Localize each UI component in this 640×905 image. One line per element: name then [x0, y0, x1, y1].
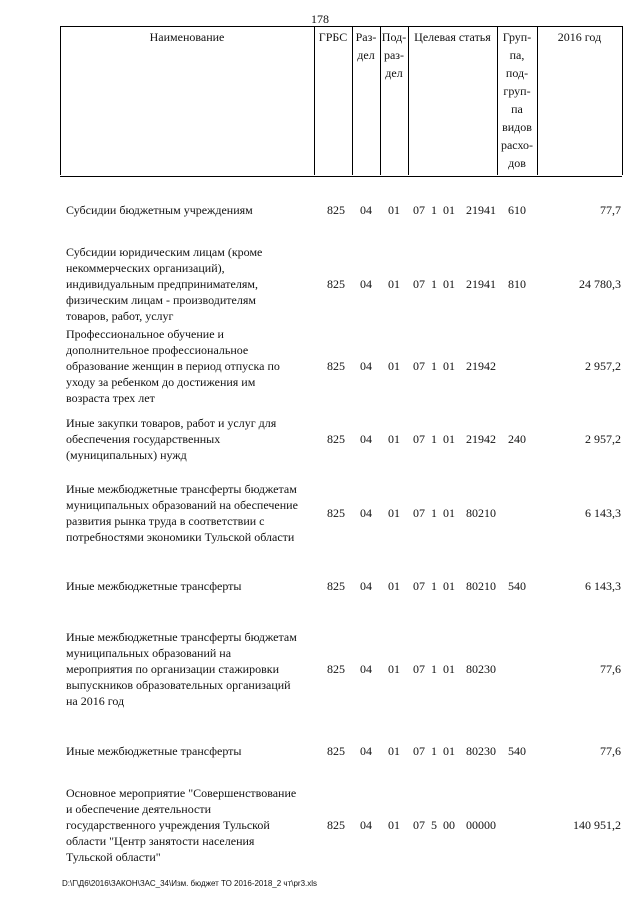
row-podrazdel: 01	[388, 662, 400, 676]
row-cs-event: 01	[443, 662, 455, 676]
row-podrazdel: 01	[388, 203, 400, 217]
row-sum: 2 957,2	[585, 432, 621, 446]
row-cs-subprogram: 1	[431, 359, 437, 373]
row-cs-program: 07	[413, 506, 425, 520]
row-razdel: 04	[360, 432, 372, 446]
row-cs-event: 00	[443, 818, 455, 832]
row-cs-direction: 21941	[466, 277, 496, 291]
row-cs-program: 07	[413, 662, 425, 676]
row-cs-subprogram: 5	[431, 818, 437, 832]
row-grbs: 825	[327, 662, 345, 676]
row-cs-program: 07	[413, 579, 425, 593]
row-cs-direction: 80210	[466, 579, 496, 593]
row-cs-program: 07	[413, 432, 425, 446]
row-cs-subprogram: 1	[431, 662, 437, 676]
row-cs-event: 01	[443, 432, 455, 446]
row-grbs: 825	[327, 744, 345, 758]
row-razdel: 04	[360, 744, 372, 758]
header-gruppa: Груп- па, под- груп- па видов расхо- дов	[500, 30, 534, 170]
page-number: 178	[311, 12, 329, 26]
row-cs-program: 07	[413, 277, 425, 291]
row-podrazdel: 01	[388, 432, 400, 446]
row-podrazdel: 01	[388, 277, 400, 291]
row-cs-subprogram: 1	[431, 277, 437, 291]
row-name: Субсидии бюджетным учреждениям	[66, 203, 253, 217]
row-cs-event: 01	[443, 506, 455, 520]
row-grbs: 825	[327, 203, 345, 217]
row-razdel: 04	[360, 359, 372, 373]
row-cs-direction: 21942	[466, 359, 496, 373]
row-name: Иные межбюджетные трансферты бюджетам муниципальных образований на мероприятия по организации стажировки выпускников образовательных организаций на 2016 год	[66, 630, 297, 708]
row-gruppa: 540	[508, 744, 526, 758]
row-razdel: 04	[360, 203, 372, 217]
row-sum: 77,6	[600, 744, 621, 758]
row-cs-direction: 80210	[466, 506, 496, 520]
row-cs-program: 07	[413, 818, 425, 832]
row-grbs: 825	[327, 277, 345, 291]
row-name: Профессиональное обучение и дополнительное профессиональное образование женщин в период отпуска по уходу за ребенком до достижения им возраста трех лет	[66, 327, 280, 405]
header-razdel: Раз- дел	[355, 30, 377, 62]
row-podrazdel: 01	[388, 579, 400, 593]
row-podrazdel: 01	[388, 506, 400, 520]
row-sum: 6 143,3	[585, 579, 621, 593]
row-cs-program: 07	[413, 203, 425, 217]
row-name: Иные межбюджетные трансферты	[66, 579, 242, 593]
row-cs-direction: 80230	[466, 744, 496, 758]
row-cs-subprogram: 1	[431, 506, 437, 520]
row-gruppa: 240	[508, 432, 526, 446]
row-sum: 6 143,3	[585, 506, 621, 520]
header-podrazdel: Под- раз- дел	[381, 30, 407, 80]
row-grbs: 825	[327, 579, 345, 593]
row-grbs: 825	[327, 359, 345, 373]
row-name: Субсидии юридическим лицам (кроме некоммерческих организаций), индивидуальным предпринимателям, физическим лицам - производителям товаров, работ, услуг	[66, 245, 263, 323]
row-gruppa: 610	[508, 203, 526, 217]
row-gruppa: 540	[508, 579, 526, 593]
row-sum: 2 957,2	[585, 359, 621, 373]
row-sum: 77,7	[600, 203, 621, 217]
row-cs-event: 01	[443, 579, 455, 593]
row-cs-program: 07	[413, 359, 425, 373]
row-cs-event: 01	[443, 744, 455, 758]
row-name: Иные закупки товаров, работ и услуг для обеспечения государственных (муниципальных) нужд	[66, 416, 277, 462]
row-razdel: 04	[360, 277, 372, 291]
row-razdel: 04	[360, 579, 372, 593]
row-cs-subprogram: 1	[431, 579, 437, 593]
row-podrazdel: 01	[388, 744, 400, 758]
row-podrazdel: 01	[388, 359, 400, 373]
row-cs-subprogram: 1	[431, 203, 437, 217]
row-grbs: 825	[327, 432, 345, 446]
row-cs-direction: 80230	[466, 662, 496, 676]
row-sum: 24 780,3	[579, 277, 621, 291]
row-grbs: 825	[327, 506, 345, 520]
row-name: Иные межбюджетные трансферты	[66, 744, 242, 758]
row-razdel: 04	[360, 506, 372, 520]
row-podrazdel: 01	[388, 818, 400, 832]
row-cs-direction: 21942	[466, 432, 496, 446]
row-cs-direction: 21941	[466, 203, 496, 217]
header-celevaya: Целевая статья	[414, 30, 491, 44]
row-razdel: 04	[360, 662, 372, 676]
file-path-footer: D:\Г\Д6\2016\ЗАКОН\ЗАС_34\Изм. бюджет ТО 2016-2018_2 чт\pr3.xls	[62, 879, 318, 888]
row-sum: 77,6	[600, 662, 621, 676]
row-cs-event: 01	[443, 359, 455, 373]
row-name: Иные межбюджетные трансферты бюджетам муниципальных образований на обеспечение развития рынка труда в соответствии с потребностями экономики Тульской области	[66, 482, 298, 544]
header-name: Наименование	[149, 30, 225, 44]
row-cs-event: 01	[443, 203, 455, 217]
row-name: Основное мероприятие "Совершенствование и обеспечение деятельности государственного учреждения Тульской области "Центр занятости населения Тульской области"	[66, 786, 297, 864]
row-cs-program: 07	[413, 744, 425, 758]
row-cs-direction: 00000	[466, 818, 496, 832]
row-cs-subprogram: 1	[431, 432, 437, 446]
row-razdel: 04	[360, 818, 372, 832]
header-grbs: ГРБС	[318, 30, 348, 44]
row-cs-subprogram: 1	[431, 744, 437, 758]
header-border	[622, 26, 623, 175]
row-sum: 140 951,2	[573, 818, 621, 832]
row-gruppa: 810	[508, 277, 526, 291]
row-cs-event: 01	[443, 277, 455, 291]
row-grbs: 825	[327, 818, 345, 832]
header-year: 2016 год	[557, 30, 602, 44]
